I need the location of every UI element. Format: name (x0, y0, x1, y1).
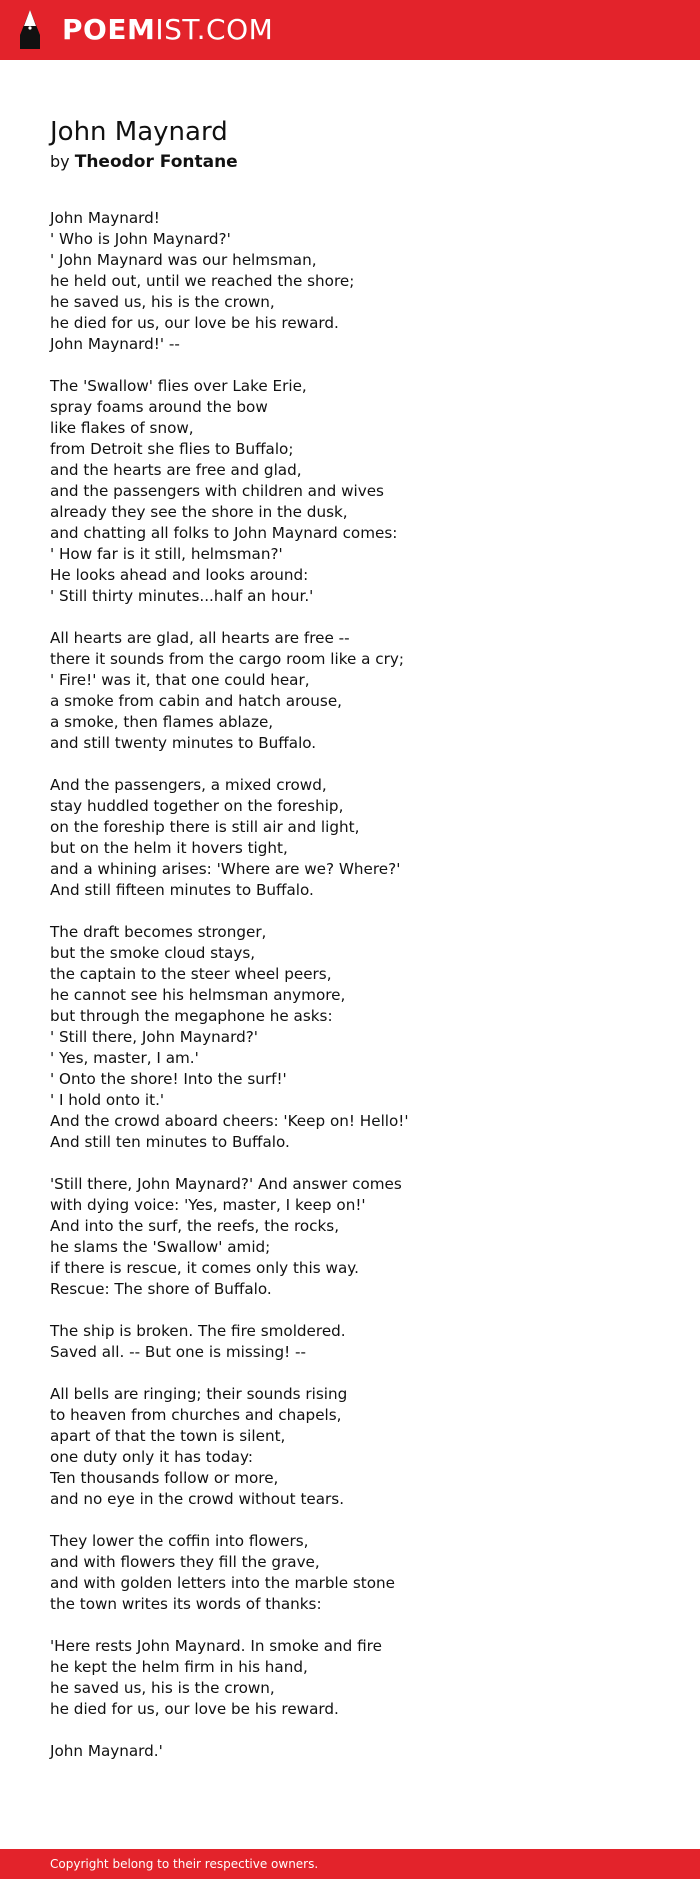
stanza (50, 1174, 650, 1300)
poem-line: like flakes of snow, (50, 419, 194, 437)
byline-label: by (50, 152, 70, 171)
poem-line: one duty only it has today: (50, 1448, 253, 1466)
brand-name-light: IST.COM (155, 13, 274, 46)
poem-line: ' Who is John Maynard?' (50, 230, 231, 248)
stanza (50, 1636, 650, 1720)
poem-title: John Maynard (50, 117, 228, 147)
stanza (50, 1384, 650, 1510)
byline (50, 152, 650, 172)
poem-line: He looks ahead and looks around: (50, 566, 309, 584)
poem-line: and no eye in the crowd without tears. (50, 1490, 345, 1508)
stanza (50, 1321, 650, 1363)
poem-line: John Maynard! (50, 209, 160, 227)
poem-line: ' Yes, master, I am.' (50, 1049, 199, 1067)
poem-line: ' Still thirty minutes...half an hour.' (50, 587, 314, 605)
poem-line: And still fifteen minutes to Buffalo. (50, 881, 314, 899)
poem-line: ' John Maynard was our helmsman, (50, 251, 317, 269)
poem-line: ' I hold onto it.' (50, 1091, 165, 1109)
poem-line: a smoke, then flames ablaze, (50, 713, 274, 731)
stanza (50, 628, 650, 754)
stanza (50, 1531, 650, 1615)
poem-line: ' Fire!' was it, that one could hear, (50, 671, 310, 689)
poem-line: he saved us, his is the crown, (50, 1679, 275, 1697)
pen-nib-icon (18, 9, 42, 51)
poem-line: he slams the 'Swallow' amid; (50, 1238, 271, 1256)
poem-line: and the hearts are free and glad, (50, 461, 302, 479)
poem-line: but on the helm it hovers tight, (50, 839, 288, 857)
poem-line: Ten thousands follow or more, (50, 1469, 279, 1487)
poem-line: and still twenty minutes to Buffalo. (50, 734, 317, 752)
poem-line: he held out, until we reached the shore; (50, 272, 355, 290)
poem-line: he kept the helm firm in his hand, (50, 1658, 308, 1676)
poem-line: on the foreship there is still air and light, (50, 818, 360, 836)
poem-line: apart of that the town is silent, (50, 1427, 286, 1445)
poem-line: and a whining arises: 'Where are we? Where?' (50, 860, 401, 878)
poem-line: Rescue: The shore of Buffalo. (50, 1280, 272, 1298)
poem-line: he died for us, our love be his reward. (50, 1700, 339, 1718)
poem-line: All bells are ringing; their sounds rising (50, 1385, 348, 1403)
poem-line: The ship is broken. The fire smoldered. (50, 1322, 346, 1340)
poem-line: They lower the coffin into flowers, (50, 1532, 309, 1550)
poem-line: And into the surf, the reefs, the rocks, (50, 1217, 340, 1235)
poem-line: he saved us, his is the crown, (50, 293, 275, 311)
poem-line: And the passengers, a mixed crowd, (50, 776, 327, 794)
author-name: Theodor Fontane (74, 152, 238, 172)
poem-line: And still ten minutes to Buffalo. (50, 1133, 290, 1151)
poem-line: but through the megaphone he asks: (50, 1007, 333, 1025)
stanza (50, 376, 650, 607)
poem-line: there it sounds from the cargo room like a cry; (50, 650, 404, 668)
poem-line: John Maynard!' -- (50, 335, 180, 353)
poem-line: to heaven from churches and chapels, (50, 1406, 342, 1424)
poem-line: 'Still there, John Maynard?' And answer comes (50, 1175, 402, 1193)
poem-line: and chatting all folks to John Maynard comes: (50, 524, 398, 542)
poem-line: ' How far is it still, helmsman?' (50, 545, 283, 563)
poem-line: with dying voice: 'Yes, master, I keep on!' (50, 1196, 366, 1214)
poem-line: he cannot see his helmsman anymore, (50, 986, 346, 1004)
poem-line: the town writes its words of thanks: (50, 1595, 322, 1613)
poem-line: The 'Swallow' flies over Lake Erie, (50, 377, 307, 395)
poem-line: the captain to the steer wheel peers, (50, 965, 332, 983)
poem-line: from Detroit she flies to Buffalo; (50, 440, 294, 458)
poem-line: and with golden letters into the marble stone (50, 1574, 396, 1592)
poem-body (50, 208, 650, 1762)
poem-line: ' Onto the shore! Into the surf!' (50, 1070, 287, 1088)
poem-line: All hearts are glad, all hearts are free -- (50, 629, 350, 647)
poem-line: The draft becomes stronger, (50, 923, 267, 941)
site-logo-link[interactable] (62, 13, 274, 46)
poem-line: stay huddled together on the foreship, (50, 797, 344, 815)
poem-line: a smoke from cabin and hatch arouse, (50, 692, 343, 710)
poem-line: spray foams around the bow (50, 398, 268, 416)
poem-content (50, 116, 650, 1783)
poem-line: but the smoke cloud stays, (50, 944, 256, 962)
stanza (50, 775, 650, 901)
stanza (50, 922, 650, 1153)
poem-line: and the passengers with children and wives (50, 482, 384, 500)
poem-line: if there is rescue, it comes only this way. (50, 1259, 359, 1277)
poem-line: Saved all. -- But one is missing! -- (50, 1343, 307, 1361)
poem-line: John Maynard.' (50, 1742, 163, 1760)
site-footer (0, 1849, 700, 1879)
stanza (50, 208, 650, 355)
poem-line: ' Still there, John Maynard?' (50, 1028, 258, 1046)
poem-line: and with flowers they fill the grave, (50, 1553, 320, 1571)
poem-line: 'Here rests John Maynard. In smoke and fire (50, 1637, 382, 1655)
site-header (0, 0, 700, 60)
poem-line: he died for us, our love be his reward. (50, 314, 339, 332)
brand-name-bold: POEM (62, 13, 156, 46)
stanza (50, 1741, 650, 1762)
copyright-text: Copyright belong to their respective owners. (50, 1857, 319, 1871)
poem-line: And the crowd aboard cheers: 'Keep on! Hello!' (50, 1112, 409, 1130)
poem-line: already they see the shore in the dusk, (50, 503, 348, 521)
